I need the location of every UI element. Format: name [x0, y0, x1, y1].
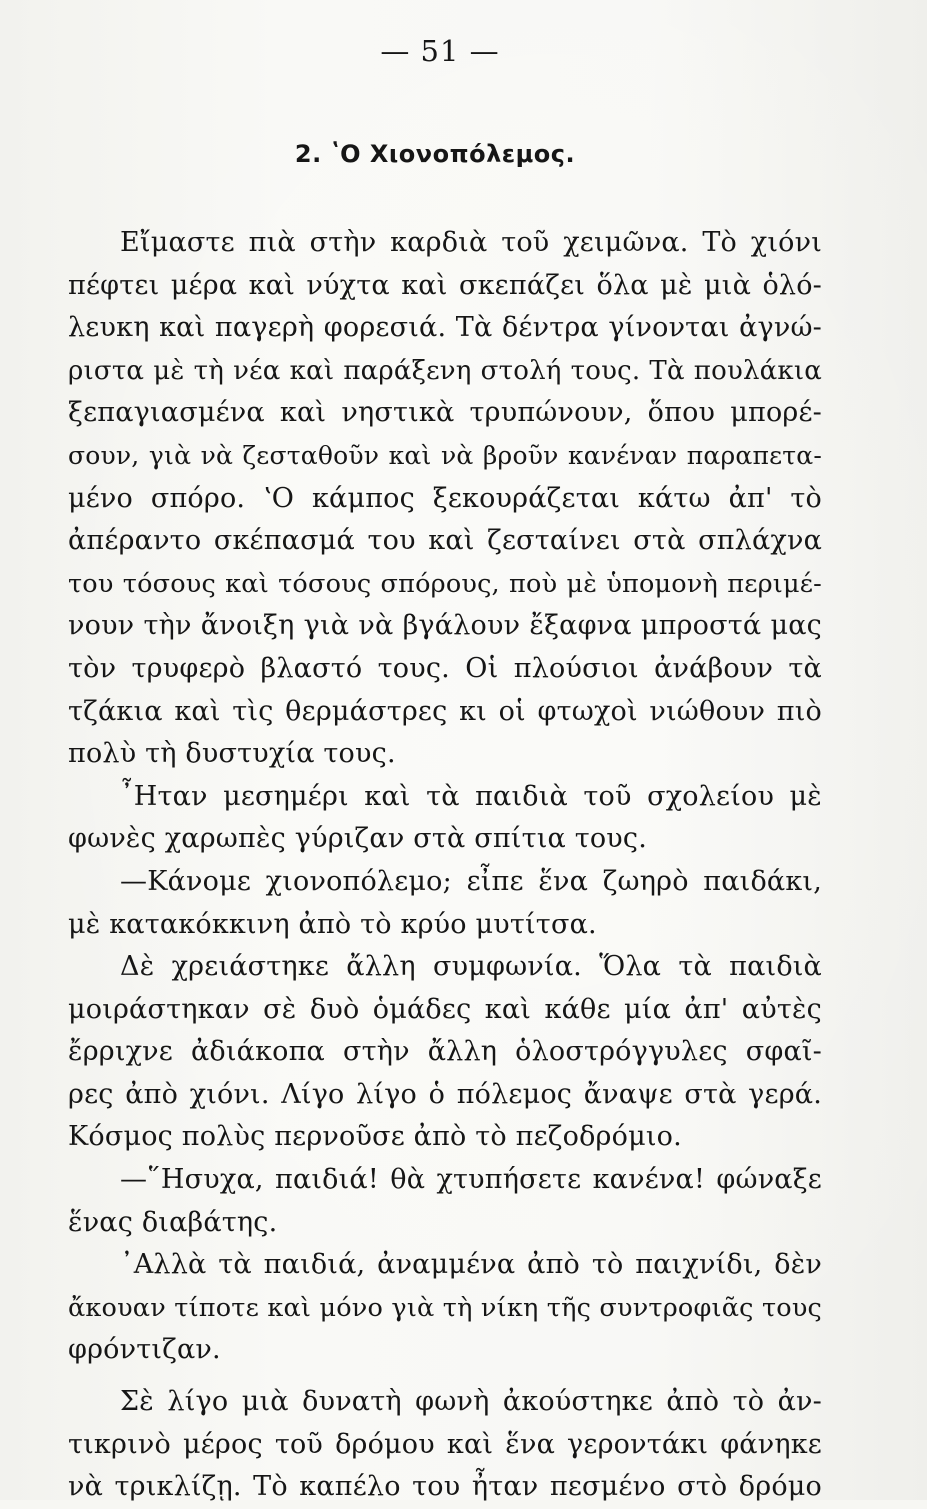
text-line: σουν, γιὰ νὰ ζεσταθοῦν καὶ νὰ βροῦν κανέναν παραπετα- [68, 440, 822, 470]
text-line: μὲ κατακόκκινη ἀπὸ τὸ κρύο μυτίτσα. [68, 908, 597, 940]
text-line: ῏Ηταν μεσημέρι καὶ τὰ παιδιὰ τοῦ σχολείου μὲ [120, 780, 822, 812]
text-line: ριστα μὲ τὴ νέα καὶ παράξενη στολή τους. Τὰ πουλάκια [68, 355, 822, 386]
text-line: φωνὲς χαρωπὲς γύριζαν στὰ σπίτια τους. [68, 823, 648, 855]
text-line: ἀπέραντο σκέπασμά του καὶ ζεσταίνει στὰ σπλάχνα [68, 525, 822, 557]
text-line: λευκη καὶ παγερὴ φορεσιά. Τὰ δέντρα γίνονται ἀγνώ- [68, 312, 822, 344]
text-line: φρόντιζαν. [68, 1334, 221, 1366]
text-line: τικρινὸ μέρος τοῦ δρόμου καὶ ἕνα γεροντάκι φάνηκε [68, 1428, 822, 1460]
page-number: — 51 — [380, 34, 500, 68]
text-line: ἕνας διαβάτης. [68, 1206, 278, 1238]
text-line: νὰ τρικλίζῃ. Τὸ καπέλο του ἦταν πεσμένο στὸ δρόμο [68, 1471, 822, 1503]
text-line: ξεπαγιασμένα καὶ νηστικὰ τρυπώνουν, ὅπου μπορέ- [68, 397, 822, 429]
text-line: —῞Ησυχα, παιδιά! θὰ χτυπήσετε κανένα! φώναξε [120, 1164, 822, 1196]
text-line: ἄκουαν τίποτε καὶ μόνο γιὰ τὴ νίκη τῆς συντροφιᾶς τους [68, 1292, 822, 1323]
text-line: τὸν τρυφερὸ βλαστό τους. Οἱ πλούσιοι ἀνάβουν τὰ [68, 652, 822, 684]
text-line: νουν τὴν ἄνοιξη γιὰ νὰ βγάλουν ἔξαφνα μπροστά μας [68, 610, 822, 642]
text-line: Κόσμος πολὺς περνοῦσε ἀπὸ τὸ πεζοδρόμιο. [68, 1121, 682, 1153]
section-heading: 2. ʽΟ Χιονοπόλεμος. [294, 140, 576, 168]
text-line: πολὺ τὴ δυστυχία τους. [68, 738, 396, 770]
text-line: ᾿Αλλὰ τὰ παιδιά, ἀναμμένα ἀπὸ τὸ παιχνίδι, δὲν [120, 1249, 822, 1281]
text-line: —Κάνομε χιονοπόλεμο; εἶπε ἕνα ζωηρὸ παιδάκι, [120, 865, 822, 897]
text-line: Σὲ λίγο μιὰ δυνατὴ φωνὴ ἀκούστηκε ἀπὸ τὸ ἀν- [120, 1386, 822, 1418]
text-line: ἔρριχνε ἀδιάκοπα στὴν ἄλλη ὁλοστρόγγυλες σφαῖ- [68, 1036, 822, 1068]
text-line: του τόσους καὶ τόσους σπόρους, ποὺ μὲ ὑπομονὴ περιμέ- [68, 568, 822, 599]
body-text [68, 222, 822, 1509]
text-line: Εἴμαστε πιὰ στὴν καρδιὰ τοῦ χειμῶνα. Τὸ χιόνι [120, 227, 822, 258]
text-line: πέφτει μέρα καὶ νύχτα καὶ σκεπάζει ὅλα μὲ μιὰ ὁλό- [68, 269, 822, 301]
text-line: ρες ἀπὸ χιόνι. Λίγο λίγο ὁ πόλεμος ἄναψε στὰ γερά. [68, 1078, 822, 1110]
text-line: τζάκια καὶ τὶς θερμάστρες κι οἱ φτωχοὶ νιώθουν πιὸ [68, 695, 822, 727]
text-line: μοιράστηκαν σὲ δυὸ ὁμάδες καὶ κάθε μία ἀπ' αὐτὲς [68, 993, 822, 1025]
text-line: μένο σπόρο. ʽΟ κάμπος ξεκουράζεται κάτω ἀπ' τὸ [68, 482, 822, 514]
text-line: Δὲ χρειάστηκε ἄλλη συμφωνία. Ὅλα τὰ παιδιὰ [120, 951, 822, 983]
